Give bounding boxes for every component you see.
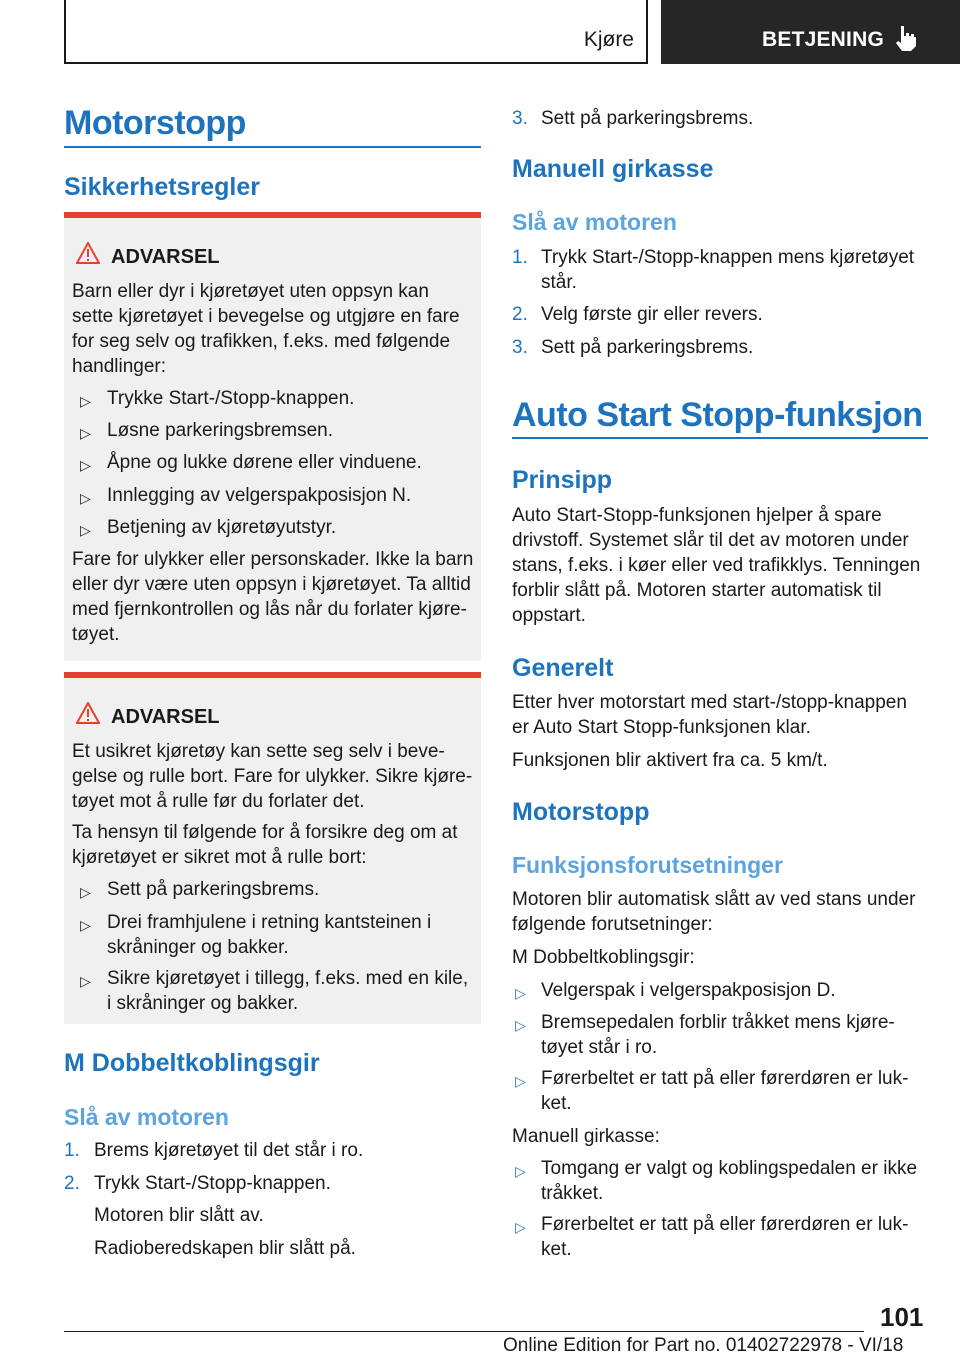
bullet-icon: ▷ (80, 884, 91, 900)
list-item: Velgerspak i velgerspakposisjon D. (541, 980, 836, 1001)
manual-heading: Manuell girkasse (512, 155, 714, 183)
engine-stop-heading: Motorstopp (512, 798, 650, 826)
title-rule (64, 146, 481, 148)
safety-heading: Sikkerhetsregler (64, 173, 260, 201)
step-number: 1. (64, 1140, 80, 1161)
manual-subheading: Slå av motoren (512, 209, 677, 235)
bullet-icon: ▷ (80, 490, 91, 506)
bullet-icon: ▷ (80, 973, 91, 989)
step-note: Motoren blir slått av. (94, 1205, 264, 1226)
bullet-icon: ▷ (515, 985, 526, 1001)
step-text: Sett på parkeringsbrems. (541, 108, 754, 129)
warning-intro-2: Ta hensyn til følgende for å forsikre deg om at kjøretøyet er sikret mot å rulle bort: (72, 822, 458, 868)
page-title: Motorstopp (64, 104, 246, 142)
section-label: BETJENING (762, 28, 884, 51)
warning-intro: Barn eller dyr i kjøretøyet uten oppsyn kan sette kjøretøyet i bevegelse og utgjøre en fare for seg selv og trafikken, f.eks. med følgende handlinger: (72, 281, 460, 377)
footer-rule (64, 1331, 864, 1332)
step-text: Velg første gir eller revers. (541, 304, 763, 325)
bullet-icon: ▷ (80, 457, 91, 473)
principle-heading: Prinsipp (512, 466, 613, 494)
list-item: Tomgang er valgt og koblingspedalen er ikke tråkket. (541, 1158, 918, 1204)
chapter-label: Kjøre (583, 28, 634, 51)
bullet-icon: ▷ (80, 425, 91, 441)
bullet-icon: ▷ (80, 393, 91, 409)
auto-start-stop-title: Auto Start Stopp-funksjon (512, 396, 923, 434)
step-number: 3. (512, 337, 528, 358)
title-rule (512, 437, 928, 439)
list-item: Betjening av kjøretøyutstyr. (107, 517, 337, 538)
list-item: Sett på parkeringsbrems. (107, 879, 320, 900)
list-item: Innlegging av velgerspakposisjon N. (107, 485, 412, 506)
step-note: Radioberedskapen blir slått på. (94, 1238, 356, 1259)
warning-outro: Fare for ulykker eller personskader. Ikke la barn eller dyr være uten oppsyn i kjøretøyet. Ta alltid med fjernkontrollen og lås når du forlater kjøre‐ tøyet. (72, 549, 474, 645)
general-text-2: Funksjonen blir aktivert fra ca. 5 km/t. (512, 750, 828, 771)
list-item: Åpne og lukke dørene eller vinduene. (107, 452, 422, 473)
warning-box-2 (64, 672, 481, 1024)
step-number: 3. (512, 108, 528, 129)
manual-label: Manuell girkasse: (512, 1126, 660, 1147)
bullet-icon: ▷ (80, 522, 91, 538)
conditions-text: Motoren blir automatisk slått av ved stans under følgende forutsetninger: (512, 889, 916, 935)
list-item: Løsne parkeringsbremsen. (107, 420, 333, 441)
edition-text: Online Edition for Part no. 01402722978 - VI/18 (503, 1335, 904, 1356)
warning-title: ADVARSEL (111, 246, 220, 268)
general-text: Etter hver motorstart med start-/stopp-knappen er Auto Start Stopp-funksjonen klar. (512, 692, 907, 738)
general-heading: Generelt (512, 654, 614, 682)
list-item: Trykke Start-/Stopp-knappen. (107, 388, 355, 409)
dct-subheading: Slå av motoren (64, 1104, 229, 1130)
step-text: Trykk Start-/Stopp-knappen mens kjøretøyet står. (541, 247, 915, 293)
step-text: Brems kjøretøyet til det står i ro. (94, 1140, 364, 1161)
bullet-icon: ▷ (80, 917, 91, 933)
dct-label: M Dobbeltkoblingsgir: (512, 947, 695, 968)
list-item: Drei framhjulene i retning kantsteinen i skråninger og bakker. (107, 912, 432, 958)
step-text: Trykk Start-/Stopp-knappen. (94, 1173, 331, 1194)
list-item: Sikre kjøretøyet i tillegg, f.eks. med en kile, i skråninger og bakker. (107, 968, 469, 1014)
conditions-heading: Funksjonsforutsetninger (512, 852, 783, 878)
bullet-icon: ▷ (515, 1017, 526, 1033)
step-number: 1. (512, 247, 528, 268)
list-item: Bremsepedalen forblir tråkket mens kjøre‐ tøyet står i ro. (541, 1012, 895, 1058)
warning-intro: Et usikret kjøretøy kan sette seg selv i beve‐ gelse og rulle bort. Fare for ulykker. Sikre kjøre‐ tøyet mot å rulle før du forlater det. (72, 741, 473, 812)
step-text: Sett på parkeringsbrems. (541, 337, 754, 358)
step-number: 2. (64, 1173, 80, 1194)
bullet-icon: ▷ (515, 1073, 526, 1089)
step-number: 2. (512, 304, 528, 325)
dct-heading: M Dobbeltkoblingsgir (64, 1049, 320, 1077)
bullet-icon: ▷ (515, 1219, 526, 1235)
header-chapter-box (64, 0, 648, 64)
principle-text: Auto Start-Stopp-funksjonen hjelper å spare drivstoff. Systemet slår til det av motoren under stans, f.eks. i køer eller ved trafikklys. Tenningen forblir slått på. Motoren starter automatisk til oppstart. (512, 505, 921, 626)
hand-pointer-icon (893, 24, 919, 57)
warning-icon (76, 242, 100, 269)
warning-title: ADVARSEL (111, 706, 220, 728)
warning-icon (76, 702, 100, 729)
header-section-box (661, 0, 960, 64)
bullet-icon: ▷ (515, 1163, 526, 1179)
list-item: Førerbeltet er tatt på eller førerdøren er luk‐ ket. (541, 1214, 909, 1260)
warning-box-1 (64, 212, 481, 661)
list-item: Førerbeltet er tatt på eller førerdøren er luk‐ ket. (541, 1068, 909, 1114)
page-number: 101 (880, 1302, 924, 1332)
